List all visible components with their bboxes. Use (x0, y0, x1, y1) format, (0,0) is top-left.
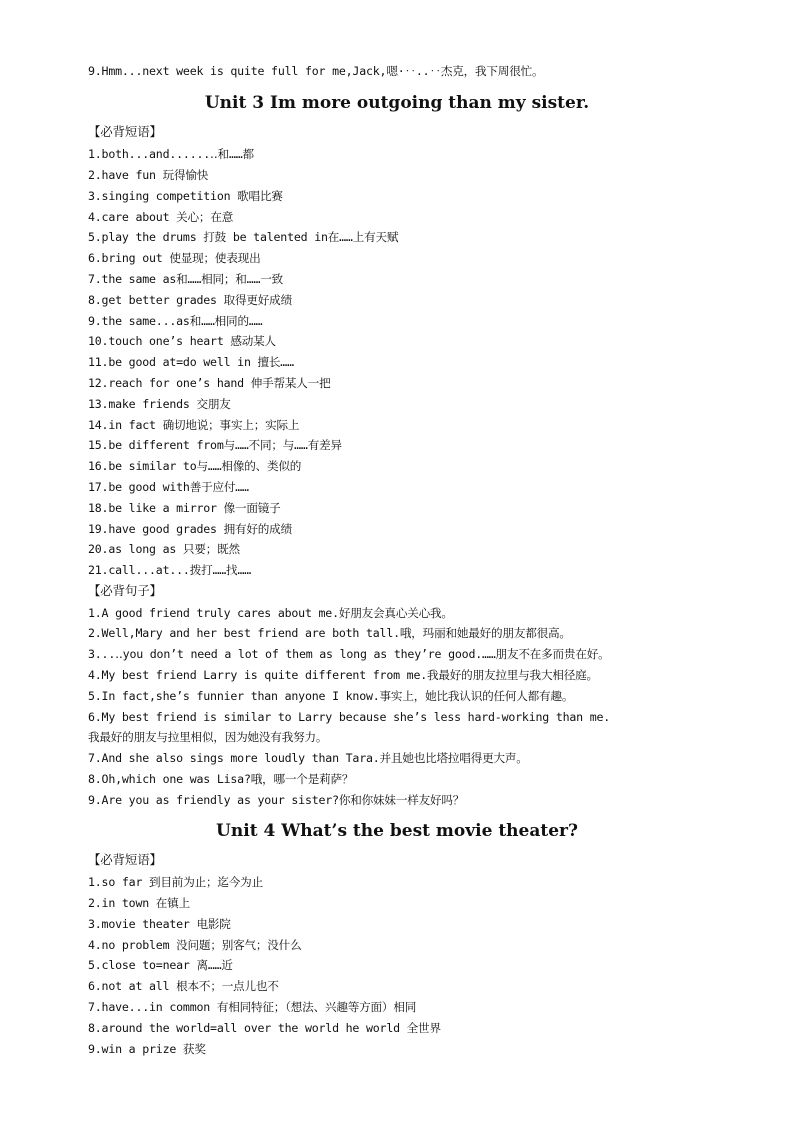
sentence-item: 6.My best friend is similar to Larry because she’s less hard-working than me. (88, 710, 611, 724)
phrase-item: 6.bring out 使显现；使表现出 (88, 251, 261, 265)
phrase-item: 9.win a prize 获奖 (88, 1042, 206, 1056)
phrase-item: 3.movie theater 电影院 (88, 917, 231, 931)
sentence-item: 3...‥you don’t need a lot of them as long as they’re good.……朋友不在多而贵在好。 (88, 647, 610, 661)
sentence-item: 我最好的朋友与拉里相似，因为她没有我努力。 (88, 730, 328, 744)
phrase-item: 14.in fact 确切地说；事实上；实际上 (88, 418, 300, 432)
sentence-item: 5.In fact,she’s funnier than anyone I know.事实上，她比我认识的任何人都有趣。 (88, 689, 574, 703)
sentence-item: 2.Well,Mary and her best friend are both tall.哦，玛丽和她最好的朋友都很高。 (88, 626, 571, 640)
phrase-item: 18.be like a mirror 像一面镜子 (88, 501, 281, 515)
phrase-item: 17.be good with善于应付…… (88, 480, 249, 494)
phrase-item: 12.reach for one’s hand 伸手帮某人一把 (88, 376, 331, 390)
phrase-item: 6.not at all 根本不；一点儿也不 (88, 979, 279, 993)
phrase-item: 19.have good grades 拥有好的成绩 (88, 522, 292, 536)
phrase-item: 9.the same...as和……相同的…… (88, 314, 263, 328)
unit3-title: Unit 3 Im more outgoing than my sister. (204, 93, 590, 113)
phrase-item: 21.call...at...拨打……找…… (88, 563, 252, 577)
phrase-item: 10.touch one’s heart 感动某人 (88, 334, 276, 348)
unit4-phrases-label: 【必背短语】 (88, 852, 162, 867)
sentence-item: 8.Oh,which one was Lisa?哦，哪一个是莉萨？ (88, 772, 354, 786)
phrase-item: 4.no problem 没问题；别客气；没什么 (88, 938, 302, 952)
phrase-item: 5.play the drums 打鼓 be talented in在……上有天赋 (88, 230, 399, 244)
phrase-item: 13.make friends 交朋友 (88, 397, 231, 411)
unit3-sentences-label: 【必背句子】 (88, 583, 162, 598)
sentence-item: 9.Are you as friendly as your sister?你和你妹妹一样友好吗？ (88, 793, 465, 807)
phrase-item: 20.as long as 只要；既然 (88, 542, 240, 556)
phrase-item: 4.care about 关心；在意 (88, 210, 234, 224)
phrase-item: 1.both...and......‥和……都 (88, 147, 254, 161)
phrase-item: 7.the same as和……相同；和……一致 (88, 272, 284, 286)
phrase-item: 15.be different from与……不同；与……有差异 (88, 438, 342, 452)
sentence-item: 4.My best friend Larry is quite different from me.我最好的朋友拉里与我大相径庭。 (88, 668, 598, 682)
phrase-item: 16.be similar to与……相像的、类似的 (88, 459, 302, 473)
phrase-item: 2.in town 在镇上 (88, 896, 190, 910)
top-sentence: 9.Hmm...next week is quite full for me,Jack,嗯·‥..‥杰克，我下周很忙。 (88, 64, 544, 78)
phrase-item: 3.singing competition 歌唱比赛 (88, 189, 283, 203)
sentence-item: 7.And she also sings more loudly than Tara.并且她也比塔拉唱得更大声。 (88, 751, 528, 765)
phrase-item: 8.get better grades 取得更好成绩 (88, 293, 292, 307)
phrase-item: 2.have fun 玩得愉快 (88, 168, 209, 182)
phrase-item: 5.close to=near 离……近 (88, 958, 233, 972)
phrase-item: 8.around the world=all over the world he world 全世界 (88, 1021, 441, 1035)
unit3-phrases-label: 【必背短语】 (88, 124, 162, 139)
phrase-item: 1.so far 到目前为止；迄今为止 (88, 875, 263, 889)
phrase-item: 11.be good at=do well in 擅长…… (88, 355, 294, 369)
sentence-item: 1.A good friend truly cares about me.好朋友会真心关心我。 (88, 606, 453, 620)
unit4-title: Unit 4 What’s the best movie theater? (216, 821, 578, 841)
phrase-item: 7.have...in common 有相同特征；（想法、兴趣等方面）相同 (88, 1000, 417, 1014)
